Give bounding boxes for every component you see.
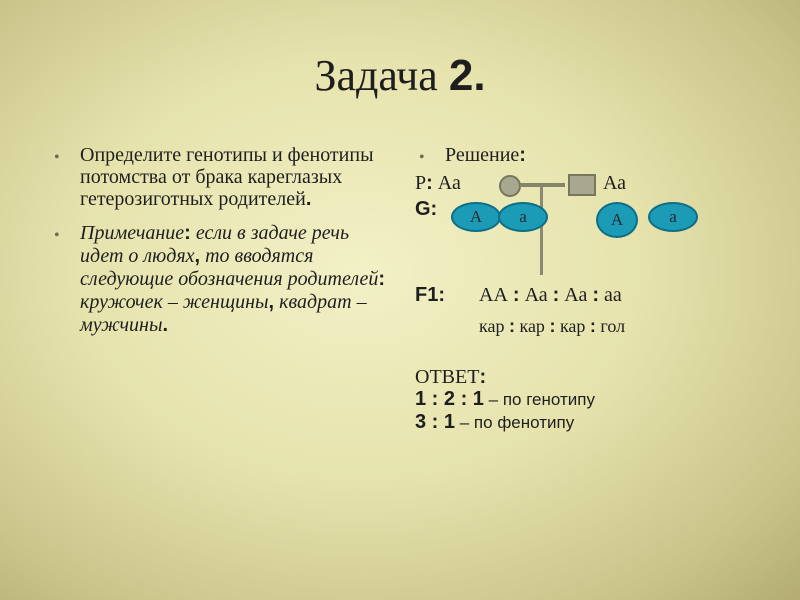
- gamete-female-recessive: а: [498, 202, 548, 232]
- bullet-dot-icon: •: [54, 149, 60, 166]
- gamete-male-dominant: А: [596, 202, 638, 238]
- female-circle-icon: [499, 175, 521, 197]
- answer-heading: ОТВЕТ:: [415, 366, 487, 388]
- slide-title: [0, 46, 800, 106]
- gametes-label: G:: [415, 198, 438, 220]
- task-text: Определите генотипы и фенотипы потомства от брака кареглазых гетерозиготных родителей: [80, 144, 374, 210]
- phenotype-ratio: 3 : 1 – по фенотипу: [415, 411, 575, 433]
- male-genotype: Аа: [603, 172, 627, 194]
- title-word: Задача: [314, 51, 438, 100]
- f1-genotypes: АА : Аа : Аа : аа: [479, 284, 622, 306]
- f1-label: F1:: [415, 284, 445, 306]
- gamete-female-dominant: А: [451, 202, 501, 232]
- gamete-male-recessive: а: [648, 202, 698, 232]
- note-label: Примечание: [80, 222, 185, 244]
- task-bullet: • Определите генотипы и фенотипы потомства от брака кареглазых гетерозиготных родителей.: [54, 144, 374, 210]
- descent-line: [540, 187, 543, 275]
- parents-line: Р: Аа: [415, 172, 461, 194]
- genotype-ratio: 1 : 2 : 1 – по генотипу: [415, 388, 595, 410]
- title-number: 2.: [448, 51, 486, 100]
- f1-phenotypes: кар : кар : кар : гол: [479, 316, 626, 336]
- male-square-icon: [568, 174, 596, 196]
- solution-column: • Решение: Р: Аа Аа G: А а А а F1: АА : Аа : Аа : аа кар : кар : кар : гол ОТВЕТ: 1 : 2 : 1 – по генотипу 3 : 1 – по фенотипу: [415, 144, 775, 444]
- bullet-dot-icon: •: [54, 227, 60, 244]
- note-bullet: • Примечание: если в задаче речь идет о людях, то вводятся следующие обозначения родителей: кружочек – женщины, квадрат – мужчины.: [54, 222, 386, 336]
- bullet-dot-icon: •: [419, 149, 425, 166]
- answer-block: [415, 366, 595, 434]
- female-genotype: Аа: [432, 172, 461, 194]
- task-column: [50, 144, 390, 337]
